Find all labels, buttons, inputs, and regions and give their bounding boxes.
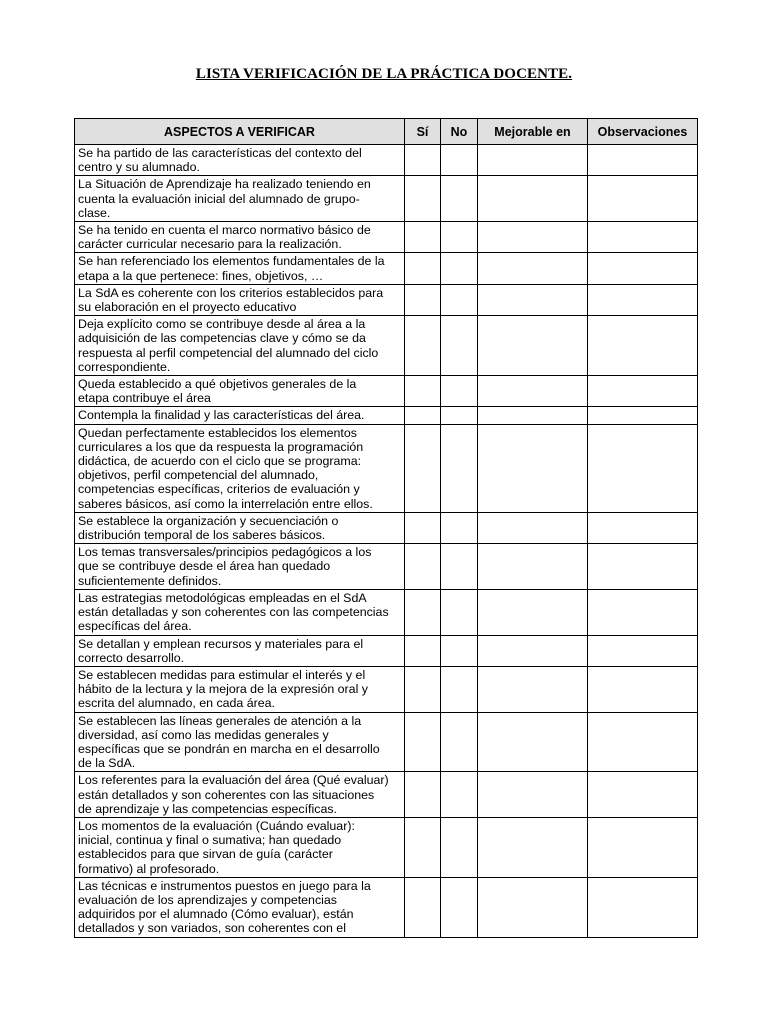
yes-cell[interactable] [405,176,441,222]
observations-cell[interactable] [588,772,698,818]
table-row [75,316,698,376]
table-row [75,817,698,877]
improvable-cell[interactable] [478,284,588,315]
yes-cell[interactable] [405,712,441,772]
yes-cell[interactable] [405,772,441,818]
table-row [75,253,698,284]
aspect-cell: Los momentos de la evaluación (Cuándo evaluar): inicial, continua y final o sumativa; han quedado establecidos para que sirvan de guía (carácter formativo) al profesorado. [75,817,405,877]
yes-cell[interactable] [405,316,441,376]
table-row [75,712,698,772]
observations-cell[interactable] [588,512,698,543]
yes-cell[interactable] [405,817,441,877]
checklist-table [74,118,698,938]
aspect-cell: Se establece la organización y secuenciación o distribución temporal de los saberes básicos. [75,512,405,543]
yes-cell[interactable] [405,253,441,284]
observations-cell[interactable] [588,376,698,407]
improvable-cell[interactable] [478,424,588,512]
table-row [75,376,698,407]
observations-cell[interactable] [588,407,698,424]
aspect-cell: Se establecen medidas para estimular el interés y el hábito de la lectura y la mejora de la expresión oral y escrita del alumnado, en cada área. [75,666,405,712]
observations-cell[interactable] [588,424,698,512]
aspect-cell: Queda establecido a qué objetivos generales de la etapa contribuye el área [75,376,405,407]
table-row [75,284,698,315]
document-title: LISTA VERIFICACIÓN DE LA PRÁCTICA DOCENTE. [195,66,573,82]
improvable-cell[interactable] [478,666,588,712]
yes-cell[interactable] [405,512,441,543]
improvable-cell[interactable] [478,512,588,543]
table-row [75,407,698,424]
observations-cell[interactable] [588,145,698,176]
no-cell[interactable] [441,222,478,253]
no-cell[interactable] [441,316,478,376]
observations-cell[interactable] [588,176,698,222]
yes-cell[interactable] [405,407,441,424]
aspect-cell: Se detallan y emplean recursos y materiales para el correcto desarrollo. [75,635,405,666]
no-cell[interactable] [441,712,478,772]
header-yes: Sí [405,119,441,145]
aspect-cell: Las técnicas e instrumentos puestos en juego para la evaluación de los aprendizajes y competencias adquiridos por el alumnado (Cómo evaluar), están detallados y son variados, son coherentes con el [75,877,405,937]
improvable-cell[interactable] [478,176,588,222]
no-cell[interactable] [441,176,478,222]
no-cell[interactable] [441,424,478,512]
table-row [75,589,698,635]
no-cell[interactable] [441,877,478,937]
no-cell[interactable] [441,407,478,424]
aspect-cell: Se ha tenido en cuenta el marco normativo básico de carácter curricular necesario para la realización. [75,222,405,253]
yes-cell[interactable] [405,635,441,666]
header-no: No [441,119,478,145]
improvable-cell[interactable] [478,145,588,176]
aspect-cell: Deja explícito como se contribuye desde al área a la adquisición de las competencias clave y cómo se da respuesta al perfil competencial del alumnado del ciclo correspondiente. [75,316,405,376]
improvable-cell[interactable] [478,222,588,253]
improvable-cell[interactable] [478,712,588,772]
no-cell[interactable] [441,512,478,543]
aspect-cell: Los temas transversales/principios pedagógicos a los que se contribuye desde el área han quedado suficientemente definidos. [75,544,405,590]
improvable-cell[interactable] [478,817,588,877]
yes-cell[interactable] [405,424,441,512]
table-row [75,544,698,590]
observations-cell[interactable] [588,284,698,315]
table-row [75,176,698,222]
table-row [75,512,698,543]
improvable-cell[interactable] [478,635,588,666]
no-cell[interactable] [441,376,478,407]
improvable-cell[interactable] [478,877,588,937]
no-cell[interactable] [441,666,478,712]
no-cell[interactable] [441,635,478,666]
improvable-cell[interactable] [478,376,588,407]
no-cell[interactable] [441,145,478,176]
observations-cell[interactable] [588,635,698,666]
header-observations: Observaciones [588,119,698,145]
observations-cell[interactable] [588,712,698,772]
header-row [75,119,698,145]
observations-cell[interactable] [588,316,698,376]
observations-cell[interactable] [588,589,698,635]
observations-cell[interactable] [588,253,698,284]
table-row [75,222,698,253]
table-row [75,877,698,937]
no-cell[interactable] [441,544,478,590]
no-cell[interactable] [441,284,478,315]
no-cell[interactable] [441,772,478,818]
observations-cell[interactable] [588,666,698,712]
yes-cell[interactable] [405,544,441,590]
no-cell[interactable] [441,817,478,877]
yes-cell[interactable] [405,666,441,712]
improvable-cell[interactable] [478,544,588,590]
yes-cell[interactable] [405,145,441,176]
aspect-cell: La SdA es coherente con los criterios establecidos para su elaboración en el proyecto educativo [75,284,405,315]
observations-cell[interactable] [588,877,698,937]
improvable-cell[interactable] [478,253,588,284]
yes-cell[interactable] [405,376,441,407]
aspect-cell: La Situación de Aprendizaje ha realizado teniendo en cuenta la evaluación inicial del alumnado de grupo- clase. [75,176,405,222]
table-row [75,666,698,712]
improvable-cell[interactable] [478,772,588,818]
yes-cell[interactable] [405,284,441,315]
table-row [75,424,698,512]
yes-cell[interactable] [405,589,441,635]
improvable-cell[interactable] [478,407,588,424]
aspect-cell: Quedan perfectamente establecidos los elementos curriculares a los que da respuesta la programación didáctica, de acuerdo con el ciclo que se programa: objetivos, perfil competencial del alumnado, competencias específicas, criterios de evaluación y saberes básicos, así como la interrelación entre ellos. [75,424,405,512]
table-row [75,772,698,818]
observations-cell[interactable] [588,222,698,253]
table-row [75,145,698,176]
yes-cell[interactable] [405,877,441,937]
observations-cell[interactable] [588,544,698,590]
aspect-cell: Se establecen las líneas generales de atención a la diversidad, así como las medidas generales y específicas que se pondrán en marcha en el desarrollo de la SdA. [75,712,405,772]
no-cell[interactable] [441,253,478,284]
aspect-cell: Se ha partido de las características del contexto del centro y su alumnado. [75,145,405,176]
improvable-cell[interactable] [478,589,588,635]
observations-cell[interactable] [588,817,698,877]
aspect-cell: Contempla la finalidad y las características del área. [75,407,405,424]
header-improvable: Mejorable en [478,119,588,145]
header-aspects: ASPECTOS A VERIFICAR [75,119,405,145]
aspect-cell: Las estrategias metodológicas empleadas en el SdA están detalladas y son coherentes con las competencias específicas del área. [75,589,405,635]
table-row [75,635,698,666]
aspect-cell: Se han referenciado los elementos fundamentales de la etapa a la que pertenece: fines, objetivos, … [75,253,405,284]
aspect-cell: Los referentes para la evaluación del área (Qué evaluar) están detallados y son coherentes con las situaciones de aprendizaje y las competencias específicas. [75,772,405,818]
improvable-cell[interactable] [478,316,588,376]
no-cell[interactable] [441,589,478,635]
yes-cell[interactable] [405,222,441,253]
